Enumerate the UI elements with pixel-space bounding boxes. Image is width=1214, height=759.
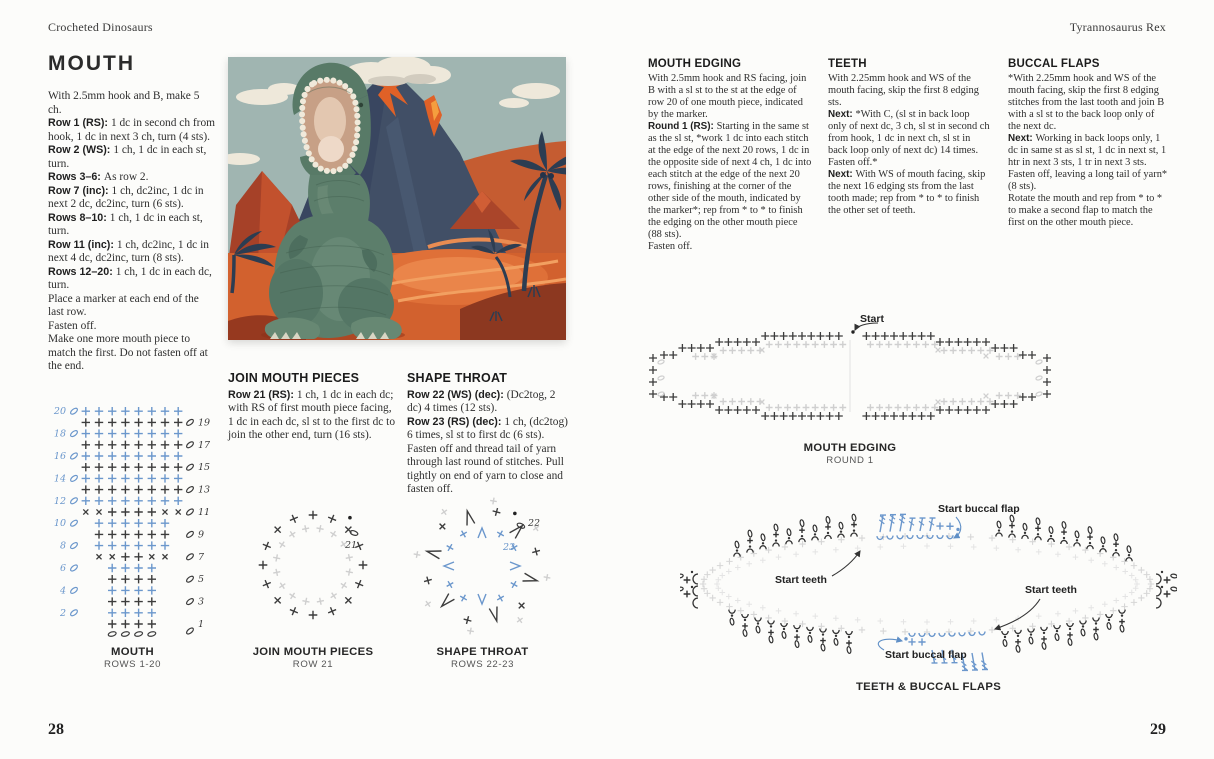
pattern-text: *With 2.25mm hook and WS of the mouth facing, skip the first 8 edging stitches from the last tooth and join B with a sl st to the back loop only of the next dc. xyxy=(1008,73,1165,132)
mouth-chart-caption xyxy=(40,646,225,670)
caption-title: SHAPE THROAT xyxy=(436,646,529,658)
chart-number: 13 xyxy=(198,484,211,496)
row-label: Row 23 (RS) (dec): xyxy=(407,415,505,428)
chart-number: 18 xyxy=(53,428,66,440)
pattern-text: 1 ch, 1 dc in each dc, turn. xyxy=(48,265,212,291)
pattern-text: Make one more mouth piece to match the first. Do not fasten off at the end. xyxy=(48,333,208,372)
pattern-line xyxy=(407,416,569,443)
shape-throat-chart xyxy=(400,488,565,640)
chart-number: 4 xyxy=(59,585,66,597)
pattern-text: 1 ch, (dc2tog) 6 times, sl st to first dc (6 sts). xyxy=(407,415,568,441)
row-label: Row 7 (inc): xyxy=(48,184,112,197)
teeth-flaps-symbols xyxy=(680,514,1177,670)
caption-title: JOIN MOUTH PIECES xyxy=(252,646,374,658)
pattern-text: Fasten off and thread tail of yarn through last round of stitches. Pull tightly on end of yarn to close and fasten off. xyxy=(407,442,564,495)
chart-number: 16 xyxy=(53,451,66,462)
row-label: Row 22 (WS) (dec): xyxy=(407,388,507,401)
section-heading: TEETH xyxy=(828,58,867,70)
caption-sub: ROW 21 xyxy=(292,659,334,670)
chart-number: 5 xyxy=(198,574,205,586)
pattern-text: 1 dc in second ch from hook, 1 dc in next 3 ch, turn (4 sts). xyxy=(48,117,216,143)
start-buccal-flap-bottom-label: Start buccal flap xyxy=(885,649,967,661)
row-label: Next: xyxy=(828,169,856,180)
row-label: Row 21 (RS): xyxy=(228,388,297,401)
pattern-line xyxy=(828,109,990,169)
pattern-line xyxy=(1008,133,1168,193)
pattern-line xyxy=(828,169,990,217)
pattern-text: With WS of mouth facing, skip the next 16 edging sts from the last tooth made; rep from * to * to finish the other set of teeth. xyxy=(828,169,986,216)
pattern-text: (Dc2tog, 2 dc) 4 times (12 sts). xyxy=(407,388,556,414)
pattern-line xyxy=(48,185,215,212)
edging-chart-symbols xyxy=(649,330,1051,420)
join-mouth-pieces-instructions xyxy=(228,372,398,443)
row-label: Row 11 (inc): xyxy=(48,238,117,251)
row-21-label: 21 xyxy=(345,540,358,551)
chart-number: 14 xyxy=(53,473,66,485)
pattern-text: 1 ch, 1 dc in each dc; with RS of first mouth piece facing, 1 dc in each dc, sl st to the first dc to join the other end, turn (16 sts). xyxy=(228,388,396,441)
chart-number: 10 xyxy=(53,518,66,530)
pattern-line xyxy=(48,212,215,239)
running-head-right: Tyrannosaurus Rex xyxy=(1069,20,1166,34)
pattern-line xyxy=(48,171,215,185)
row-22-label: 23 xyxy=(503,542,516,553)
pattern-text: 1 ch, dc2inc, 1 dc in next 4 dc, dc2inc, turn (8 sts). xyxy=(48,238,209,264)
pattern-line xyxy=(407,389,569,416)
page-number-left: 28 xyxy=(48,721,64,738)
start-teeth-top-arrow xyxy=(832,551,860,576)
chart-number: 1 xyxy=(198,619,205,630)
mouth-edging-chart xyxy=(640,310,1060,440)
shape-throat-instructions xyxy=(407,372,569,497)
caption-sub: ROWS 1-20 xyxy=(103,659,162,670)
pattern-text: 1 ch, dc2inc, 1 dc in next 2 dc, dc2inc, turn (6 sts). xyxy=(48,184,204,210)
pattern-line xyxy=(48,239,215,266)
section-heading: JOIN MOUTH PIECES xyxy=(228,371,360,385)
pattern-line xyxy=(648,73,812,121)
chart-number: 9 xyxy=(198,529,205,541)
row-label: Next: xyxy=(828,109,856,120)
row-23-label: 22 xyxy=(528,518,541,529)
pattern-text: Place a marker at each end of the last row. xyxy=(48,292,199,318)
buccal-flaps-instructions xyxy=(1008,58,1168,229)
pattern-text: Working in back loops only, 1 dc in same st as sl st, 1 dc in next st, 1 htr in next 3 sts, 1 tr in next 3 sts. Fasten off, leaving a long tail of yarn* (8 sts). xyxy=(1008,133,1168,192)
join-mouth-pieces-chart xyxy=(233,490,393,640)
throat-chart-caption xyxy=(392,646,573,670)
start-label: Start xyxy=(860,313,884,325)
pattern-text: 1 ch, 1 dc in each st, turn. xyxy=(48,144,207,170)
mouth-instructions xyxy=(48,90,215,374)
chart-number: 19 xyxy=(198,417,211,429)
running-head-left: Crocheted Dinosaurs xyxy=(48,20,153,34)
chart-number: 15 xyxy=(198,462,211,474)
row-label: Rows 12–20: xyxy=(48,265,116,278)
pattern-line xyxy=(1008,73,1168,133)
row-label: Rows 8–10: xyxy=(48,211,110,224)
row-label: Row 2 (WS): xyxy=(48,144,114,156)
pattern-line xyxy=(48,266,215,293)
chart-number: 8 xyxy=(59,540,66,552)
pattern-text: With 2.25mm hook and WS of the mouth facing, skip the first 8 edging sts. xyxy=(828,73,979,108)
pattern-line xyxy=(48,117,215,144)
pattern-text: *With C, (sl st in back loop only of next dc, 3 ch, sl st in second ch from hook, 1 dc in next ch, sl st in back loop only of next dc) 14 times. Fasten off.* xyxy=(828,109,990,168)
start-teeth-bottom-arrow xyxy=(995,599,1040,629)
chart-number: 11 xyxy=(198,507,211,518)
caption-title: MOUTH xyxy=(111,646,154,658)
pattern-line xyxy=(48,320,215,334)
pattern-line xyxy=(48,144,215,171)
pattern-text: 1 ch, 1 dc in each st, turn. xyxy=(48,211,203,237)
caption-sub: ROWS 22-23 xyxy=(450,659,515,670)
teeth-chart-caption xyxy=(680,681,1177,693)
start-buccal-flap-top-arrow xyxy=(954,517,961,538)
pattern-line xyxy=(828,73,990,109)
pattern-text: With 2.5mm hook and B, make 5 ch. xyxy=(48,90,200,116)
start-buccal-flap-top-label: Start buccal flap xyxy=(938,503,1020,515)
pattern-line xyxy=(48,333,215,374)
chart-number: 3 xyxy=(198,596,205,608)
pattern-line xyxy=(648,241,812,253)
row-label: Rows 3–6: xyxy=(48,171,104,183)
page-title-mouth: MOUTH xyxy=(48,52,135,75)
start-teeth-top-label: Start teeth xyxy=(775,574,827,586)
pattern-text: Fasten off. xyxy=(48,319,97,332)
chart-number: 17 xyxy=(198,439,211,451)
row-label: Row 1 (RS): xyxy=(48,117,111,129)
caption-title: MOUTH EDGING xyxy=(803,442,897,454)
pattern-text: Starting in the same st as the sl st, *work 1 dc into each stitch at the edge of the next 20 rows, 1 dc in the opposite side of next 4 ch, 1 dc into each stitch at the edge of the next 20 rows, finishing at the corner of the other side of the mouth, indicated by the marker*; rep from * to * to finish the edging on the other mouth piece (88 sts). xyxy=(648,121,812,240)
page-number-right: 29 xyxy=(1150,721,1166,738)
pattern-text: Rotate the mouth and rep from * to * to make a second flap to match the first on the other mouth piece. xyxy=(1008,193,1163,228)
pattern-line xyxy=(48,293,215,320)
pattern-line xyxy=(648,121,812,241)
caption-title: TEETH & BUCCAL FLAPS xyxy=(855,681,1002,693)
chart-number: 2 xyxy=(59,607,66,619)
join-chart-caption xyxy=(225,646,401,670)
pattern-text: With 2.5mm hook and RS facing, join B with a sl st to the st at the edge of row 20 of one mouth piece, indicated by the marker. xyxy=(648,73,807,120)
teeth-instructions xyxy=(828,58,990,217)
section-heading: BUCCAL FLAPS xyxy=(1008,58,1100,70)
mouth-chart-symbols xyxy=(53,406,211,637)
trex-volcano-illustration xyxy=(228,57,566,340)
chart-number: 20 xyxy=(53,406,66,418)
chart-number: 7 xyxy=(198,551,205,563)
section-heading: SHAPE THROAT xyxy=(407,371,508,385)
start-teeth-bottom-label: Start teeth xyxy=(1025,584,1077,596)
mouth-rows-chart xyxy=(40,398,225,644)
pattern-line xyxy=(228,389,398,443)
pattern-text: As row 2. xyxy=(103,171,149,183)
caption-sub: ROUND 1 xyxy=(826,455,874,466)
chart-number: 12 xyxy=(53,495,66,507)
section-heading: MOUTH EDGING xyxy=(648,58,742,70)
row-label: Next: xyxy=(1008,133,1036,144)
pattern-line xyxy=(48,90,215,117)
pattern-line xyxy=(1008,193,1168,229)
mouth-edging-instructions xyxy=(648,58,812,253)
join-chart-symbols xyxy=(259,511,368,620)
pattern-text: Fasten off. xyxy=(648,241,693,252)
chart-number: 6 xyxy=(59,563,66,574)
row-label: Round 1 (RS): xyxy=(648,121,717,132)
teeth-buccal-flaps-chart xyxy=(680,492,1177,677)
edging-chart-caption xyxy=(640,442,1060,466)
